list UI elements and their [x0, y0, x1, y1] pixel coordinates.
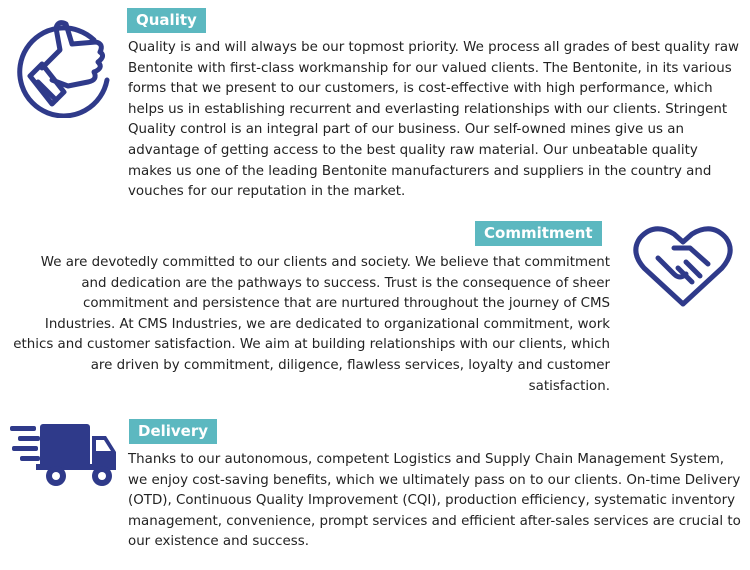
delivery-heading: Delivery [129, 419, 217, 444]
heart-handshake-icon [630, 224, 736, 314]
quality-heading: Quality [127, 8, 206, 33]
delivery-text: Thanks to our autonomous, competent Logistics and Supply Chain Management System, we enjoy cost-saving benefits, which we ultimately pass on to our clients. On-time Delivery (OTD), Continuous Quality Improvement (CQI), production efficiency, systematic inventory management, convenience, prompt services and efficient after-sales services are crucial to our existence and success. [128, 452, 741, 550]
commitment-text: We are devotedly committed to our clients and society. We believe that commitment and dedication are the pathways to success. Trust is the consequence of sheer commitment and persistence that are nurtured throughout the journey of CMS Industries. At CMS Industries, we are dedicated to organizational commitment, work ethics and customer satisfaction. We aim at building relationships with our clients, which are driven by commitment, diligence, flawless services, loyalty and customer satisfaction. [13, 255, 610, 394]
commitment-heading: Commitment [475, 221, 602, 246]
delivery-truck-icon [10, 420, 118, 490]
thumbs-up-icon [12, 12, 118, 118]
quality-text: Quality is and will always be our topmost priority. We process all grades of best quality raw Bentonite with first-class workmanship for our valued clients. The Bentonite, in its various forms that we present to our customers, is cost-effective with high performance, which helps us in establishing recurrent and everlasting relationships with our clients. Stringent Quality control is an integral part of our business. Our self-owned mines give us an advantage of getting access to the best quality raw material. Our unbeatable quality makes us one of the leading Bentonite manufacturers and suppliers in the country and vouches for our reputation in the market. [128, 40, 739, 200]
